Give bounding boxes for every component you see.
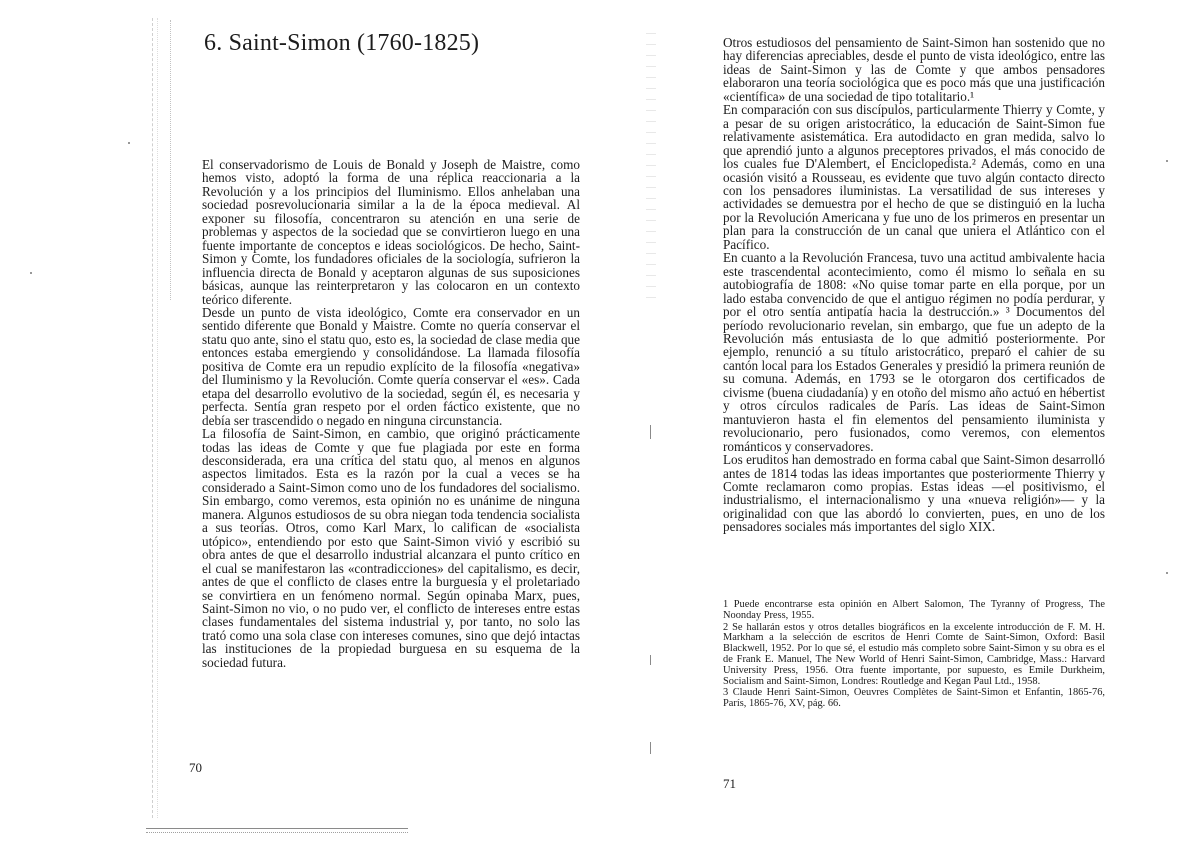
scan-edge-artifact <box>152 18 158 818</box>
paragraph: El conservadorismo de Louis de Bonald y Joseph de Maistre, como hemos visto, adoptó la forma de una réplica reaccionaria a la Revolución y a los principios del Iluminismo. Ellos anhelaban una sociedad posrevolucionaria similar a la de la época medieval. Al exponer su filosofía, concentraron su atención en una serie de problemas y aspectos de la sociedad que se convirtieron luego en una fuente importante de conceptos e ideas sociológicos. De hecho, Saint-Simon y Comte, los fundadores oficiales de la sociología, sufrieron la influencia directa de Bonald y aceptaron algunas de sus suposiciones básicas, aunque las reinterpretaron y las colocaron en un contexto teórico diferente. <box>202 157 580 307</box>
paragraph: Los eruditos han demostrado en forma cabal que Saint-Simon desarrolló antes de 1814 todas las ideas importantes que posteriormente Thierry y Comte reclamaron como propias. Estas ideas —el positivismo, el industrialismo, el internacionalismo y una «nueva religión»— y la originalidad con que las abordó lo convierten, pues, en uno de los pensadores sociales más importantes del siglo XIX. <box>723 452 1105 535</box>
paragraph: La filosofía de Saint-Simon, en cambio, que originó prácticamente todas las ideas de Comte y que fue plagiada por este en forma desconsiderada, era una crítica del statu quo, al menos en algunos aspectos limitados. Esta es la razón por la cual a veces se ha considerado a Saint-Simon como uno de los fundadores del socialismo. Sin embargo, como veremos, esta opinión no es unánime de ninguna manera. Algunos estudiosos de su obra niegan toda tendencia socialista a sus teorías. Otros, como Karl Marx, lo califican de «socialista utópico», entendiendo por esto que Saint-Simon vivió y escribió su obra antes de que el desarrollo industrial alcanzara el punto crítico en el cual se manifestaron las «contradicciones» del capitalismo, es decir, antes de que el conflicto de clases entre la burguesía y el proletariado se convirtiera en un fenómeno normal. Según opinaba Marx, pues, Saint-Simon no vio, o no pudo ver, el conflicto de intereses entre estas clases fundamentales del sistema industrial y, por tanto, no solo las trató como una sola clase con intereses comunes, sino que dejó intactas las instituciones de la propiedad burguesa en su esquema de la sociedad futura. <box>202 426 580 670</box>
scan-edge-artifact <box>170 20 172 300</box>
paragraph: Desde un punto de vista ideológico, Comte era conservador en un sentido diferente que Bonald y Maistre. Comte no quería conservar el statu quo ante, sino el statu quo, esto es, la sociedad de clase media que entonces estaba emergiendo y consolidándose. La llamada filosofía positiva de Comte era un repudio explícito de la filosofía «negativa» del Iluminismo y la Revolución. Comte quería conservar el «es». Cada etapa del desarrollo evolutivo de la sociedad, según él, es necesaria y perfecta. Sentía gran respeto por el orden fáctico existente, que no debía ser trascendido o negado en ninguna circunstancia. <box>202 304 580 428</box>
footnote: 2 Se hallarán estos y otros detalles biográficos en la excelente introducción de F. M. H. Markham a la selección de escritos de Henri Comte de Saint-Simon, Oxford: Basil Blackwell, 1952. Por lo que sé, el estudio más completo sobre Saint-Simon y su obra es el de Frank E. Manuel, The New World of Henri Saint-Simon, Cambridge, Mass.: Harvard University Press, 1956. Otra fuente importante, por supuesto, es Emile Durkheim, Socialism and Saint-Simon, Londres: Routledge and Kegan Paul Ltd., 1958. <box>723 621 1105 687</box>
chapter-title: 6. Saint-Simon (1760-1825) <box>204 30 480 56</box>
right-body-text <box>723 36 1105 534</box>
paragraph: En cuanto a la Revolución Francesa, tuvo una actitud ambivalente hacia este trascendental acontecimiento, como él mismo lo señala en su autobiografía de 1808: «No quise tomar parte en ella porque, por un lado estaba convencido de que el antiguo régimen no podía perdurar, y por el otro sentía antipatía hacia la destrucción.» ³ Documentos del período revolucionario revelan, sin embargo, que fue un adepto de la Revolución más entusiasta de lo que admitió posteriormente. Por ejemplo, renunció a su título aristocrático, preparó el cahier de su cantón local para los Estados Generales y presidió la primera reunión de su comuna. Además, en 1793 se le otorgaron dos certificados de civisme (buena ciudadanía) y en otoño del mismo año actuó en hébertist y otros círculos radicales de París. Las ideas de Saint-Simon mantuvieron hasta el fin elementos del pensamiento iluminista y revolucionario, pero fusionados, como veremos, con elementos románticos y conservadores. <box>723 250 1105 454</box>
footnote: 1 Puede encontrarse esta opinión en Albert Salomon, The Tyranny of Progress, The Noonday Press, 1955. <box>723 599 1105 621</box>
paragraph: En comparación con sus discípulos, particularmente Thierry y Comte, y a pesar de su origen aristocrático, la educación de Saint-Simon fue relativamente asistemática. Era autodidacto en gran medida, salvo lo que aprendió junto a algunos preceptores privados, el más conocido de los cuales fue D'Alembert, el Enciclopedista.² Además, como en una ocasión visitó a Rousseau, es evidente que tuvo algún contacto directo con los pensadores iluministas. La versatilidad de sus intereses y actividades se demuestra por el hecho de que se distinguió en la lucha por la Revolución Americana y fue uno de los primeros en presentar un plan para la construcción de un canal que uniera el Atlántico con el Pacífico. <box>723 102 1105 252</box>
scan-speck <box>1166 572 1168 574</box>
footnotes <box>723 600 1105 711</box>
left-body-text <box>202 158 580 669</box>
page-number: 70 <box>189 760 202 775</box>
scan-speck <box>128 142 130 144</box>
footnote: 3 Claude Henri Saint-Simon, Oeuvres Complètes de Saint-Simon et Enfantin, 1865-76, París, 1865-76, XV, pág. 66. <box>723 687 1105 710</box>
scan-speck <box>30 272 32 274</box>
scan-speck <box>1166 160 1168 162</box>
page-number: 71 <box>723 776 736 791</box>
scan-bottom-artifact <box>146 828 408 833</box>
paragraph: Otros estudiosos del pensamiento de Saint-Simon han sostenido que no hay diferencias apreciables, desde el punto de vista ideológico, entre las ideas de Saint-Simon y las de Comte y que ambos pensadores elaboraron una teoría sociológica que es poco más que una justificación «científica» de una sociedad de tipo totalitario.¹ <box>723 35 1105 104</box>
